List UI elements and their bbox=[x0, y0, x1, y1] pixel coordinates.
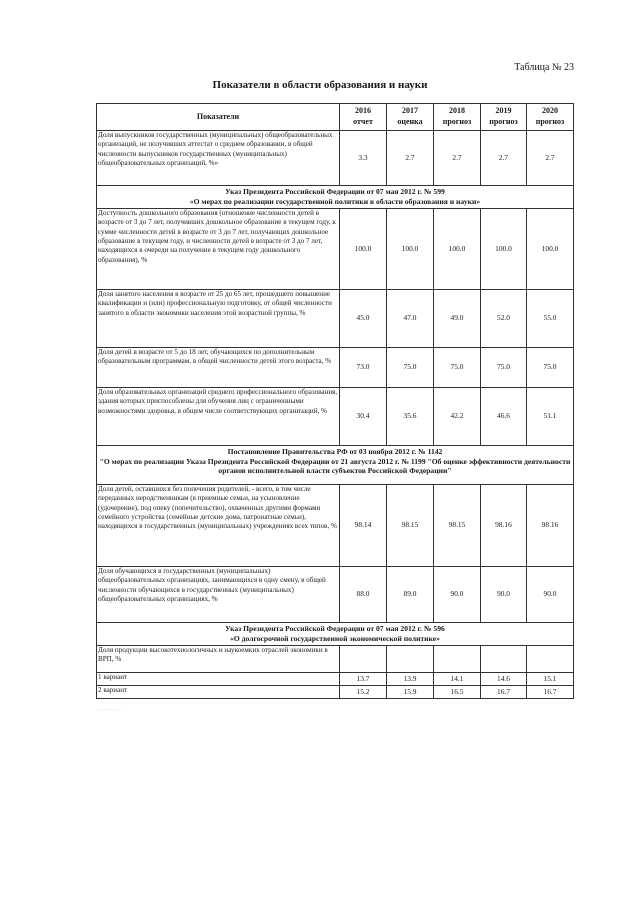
row-label: Доля продукции высокотехнологичных и наукоемких отраслей экономики в ВРП, % bbox=[97, 645, 340, 672]
row-value bbox=[434, 645, 481, 672]
table-row bbox=[97, 685, 574, 698]
table-header-row bbox=[97, 104, 574, 131]
table-row bbox=[97, 672, 574, 685]
row-value: 98.16 bbox=[481, 484, 527, 566]
row-value: 88.0 bbox=[340, 566, 387, 622]
row-value: 98.15 bbox=[434, 484, 481, 566]
row-value bbox=[481, 645, 527, 672]
row-value: 100.0 bbox=[434, 208, 481, 289]
row-value: 2.7 bbox=[481, 131, 527, 186]
table-row bbox=[97, 484, 574, 566]
row-value: 98.16 bbox=[527, 484, 574, 566]
row-value: 75.0 bbox=[387, 347, 434, 387]
header-year-2020: 2020 прогноз bbox=[527, 104, 574, 131]
table-row bbox=[97, 566, 574, 622]
row-value: 75.0 bbox=[527, 347, 574, 387]
row-value: 2.7 bbox=[387, 131, 434, 186]
row-value: 14.1 bbox=[434, 672, 481, 685]
section-heading: Указ Президента Российской Федерации от 07 мая 2012 г. № 599 «О мерах по реализации государственной политики в области образования и науки» bbox=[97, 186, 574, 209]
section-row bbox=[97, 622, 574, 645]
table-row bbox=[97, 289, 574, 347]
row-value: 98.14 bbox=[340, 484, 387, 566]
row-value: 30.4 bbox=[340, 387, 387, 445]
header-indicators: Показатели bbox=[97, 104, 340, 131]
row-value: 13.7 bbox=[340, 672, 387, 685]
row-value: 100.0 bbox=[481, 208, 527, 289]
section-heading: Указ Президента Российской Федерации от 07 мая 2012 г. № 596 «О долгосрочной государственной экономической политике» bbox=[97, 622, 574, 645]
row-value: 49.0 bbox=[434, 289, 481, 347]
row-value: 15.2 bbox=[340, 685, 387, 698]
indicators-table bbox=[96, 103, 574, 699]
row-value: 98.15 bbox=[387, 484, 434, 566]
row-value: 51.1 bbox=[527, 387, 574, 445]
table-row bbox=[97, 131, 574, 186]
row-value: 2.7 bbox=[527, 131, 574, 186]
row-value: 90.0 bbox=[434, 566, 481, 622]
row-value: 75.0 bbox=[434, 347, 481, 387]
row-value bbox=[340, 645, 387, 672]
row-label: 2 вариант bbox=[97, 685, 340, 698]
row-value: 90.0 bbox=[527, 566, 574, 622]
header-year-2019: 2019 прогноз bbox=[481, 104, 527, 131]
row-value: 42.2 bbox=[434, 387, 481, 445]
row-value: 16.7 bbox=[527, 685, 574, 698]
row-value: 3.3 bbox=[340, 131, 387, 186]
table-row bbox=[97, 387, 574, 445]
row-value: 46.6 bbox=[481, 387, 527, 445]
row-value: 90.0 bbox=[481, 566, 527, 622]
row-value: 14.6 bbox=[481, 672, 527, 685]
row-value: 89.0 bbox=[387, 566, 434, 622]
section-row bbox=[97, 445, 574, 484]
row-label: 1 вариант bbox=[97, 672, 340, 685]
row-value: 47.0 bbox=[387, 289, 434, 347]
row-value: 100.0 bbox=[527, 208, 574, 289]
row-value bbox=[527, 645, 574, 672]
section-heading: Постановление Правительства РФ от 03 ноября 2012 г. № 1142 "О мерах по реализации Указа Президента Российской Федерации от 21 августа 2012 г. № 1199 "Об оценке эффективности деятельности органов исполнительной власти субъектов Российской Федерации" bbox=[97, 445, 574, 484]
row-label: Доступность дошкольного образования (отношение численности детей в возрасте от 3 до 7 лет, получивших дошкольное образование в текущем году, к сумме численности детей в возрасте от 3 до 7 лет, получающих дошкольное образование в текущем году, и численности детей в возрасте от 3 до 7 лет, находящихся в очереди на получение в текущем году дошкольного образования), % bbox=[97, 208, 340, 289]
row-value: 45.0 bbox=[340, 289, 387, 347]
row-label: Доля обучающихся в государственных (муниципальных) общеобразовательных организациях, занимающихся в одну смену, в общей численности обучающихся в государственных (муниципальных) общеобразовательных организациях, % bbox=[97, 566, 340, 622]
row-value: 100.0 bbox=[387, 208, 434, 289]
table-row bbox=[97, 347, 574, 387]
row-value: 73.0 bbox=[340, 347, 387, 387]
header-year-2018: 2018 прогноз bbox=[434, 104, 481, 131]
row-label: Доля выпускников государственных (муниципальных) общеобразовательных организаций, не получивших аттестат о среднем образовании, в общей численности выпускников государственных (муниципальных) общеобразовательных организаций, %» bbox=[97, 131, 340, 186]
row-value: 52.0 bbox=[481, 289, 527, 347]
header-year-2017: 2017 оценка bbox=[387, 104, 434, 131]
table-caption: Таблица № 23 bbox=[514, 62, 574, 73]
row-value: 2.7 bbox=[434, 131, 481, 186]
row-label: Доля образовательных организаций среднего профессионального образования, здания которых приспособлены для обучения лиц с ограниченными возможностями здоровья, в общем числе соответствующих организаций, % bbox=[97, 387, 340, 445]
row-label: Доля детей, оставшихся без попечения родителей, - всего, в том числе переданных неродственникам (в приемные семьи, на усыновление (удочерение), под опеку (попечительство), охваченных другими формами семейного устройства (семейные детские дома, патронатные семьи), находящихся в государственных (муниципальных) учреждениях всех типов, % bbox=[97, 484, 340, 566]
section-row bbox=[97, 186, 574, 209]
table-row bbox=[97, 208, 574, 289]
row-value: 16.7 bbox=[481, 685, 527, 698]
table-row bbox=[97, 645, 574, 672]
row-value: 13.9 bbox=[387, 672, 434, 685]
page-title: Показатели в области образования и науки bbox=[212, 79, 428, 91]
row-label: Доля детей в возрасте от 5 до 18 лет, обучающихся по дополнительным образовательным программам, в общей численности детей этого возраста, % bbox=[97, 347, 340, 387]
row-value: 55.0 bbox=[527, 289, 574, 347]
row-value: 15.1 bbox=[527, 672, 574, 685]
row-value: 35.6 bbox=[387, 387, 434, 445]
row-value: 15.9 bbox=[387, 685, 434, 698]
row-value: 100.0 bbox=[340, 208, 387, 289]
row-value: 75.0 bbox=[481, 347, 527, 387]
row-label: Доля занятого населения в возрасте от 25 до 65 лет, прошедшего повышение квалификации и (или) профессиональную подготовку, от общей численности занятого в области экономики населения этой возрастной группы, % bbox=[97, 289, 340, 347]
row-value bbox=[387, 645, 434, 672]
header-year-2016: 2016 отчет bbox=[340, 104, 387, 131]
row-value: 16.5 bbox=[434, 685, 481, 698]
footer-mark: ·· · ···· ·· ···· ·· bbox=[97, 707, 122, 712]
